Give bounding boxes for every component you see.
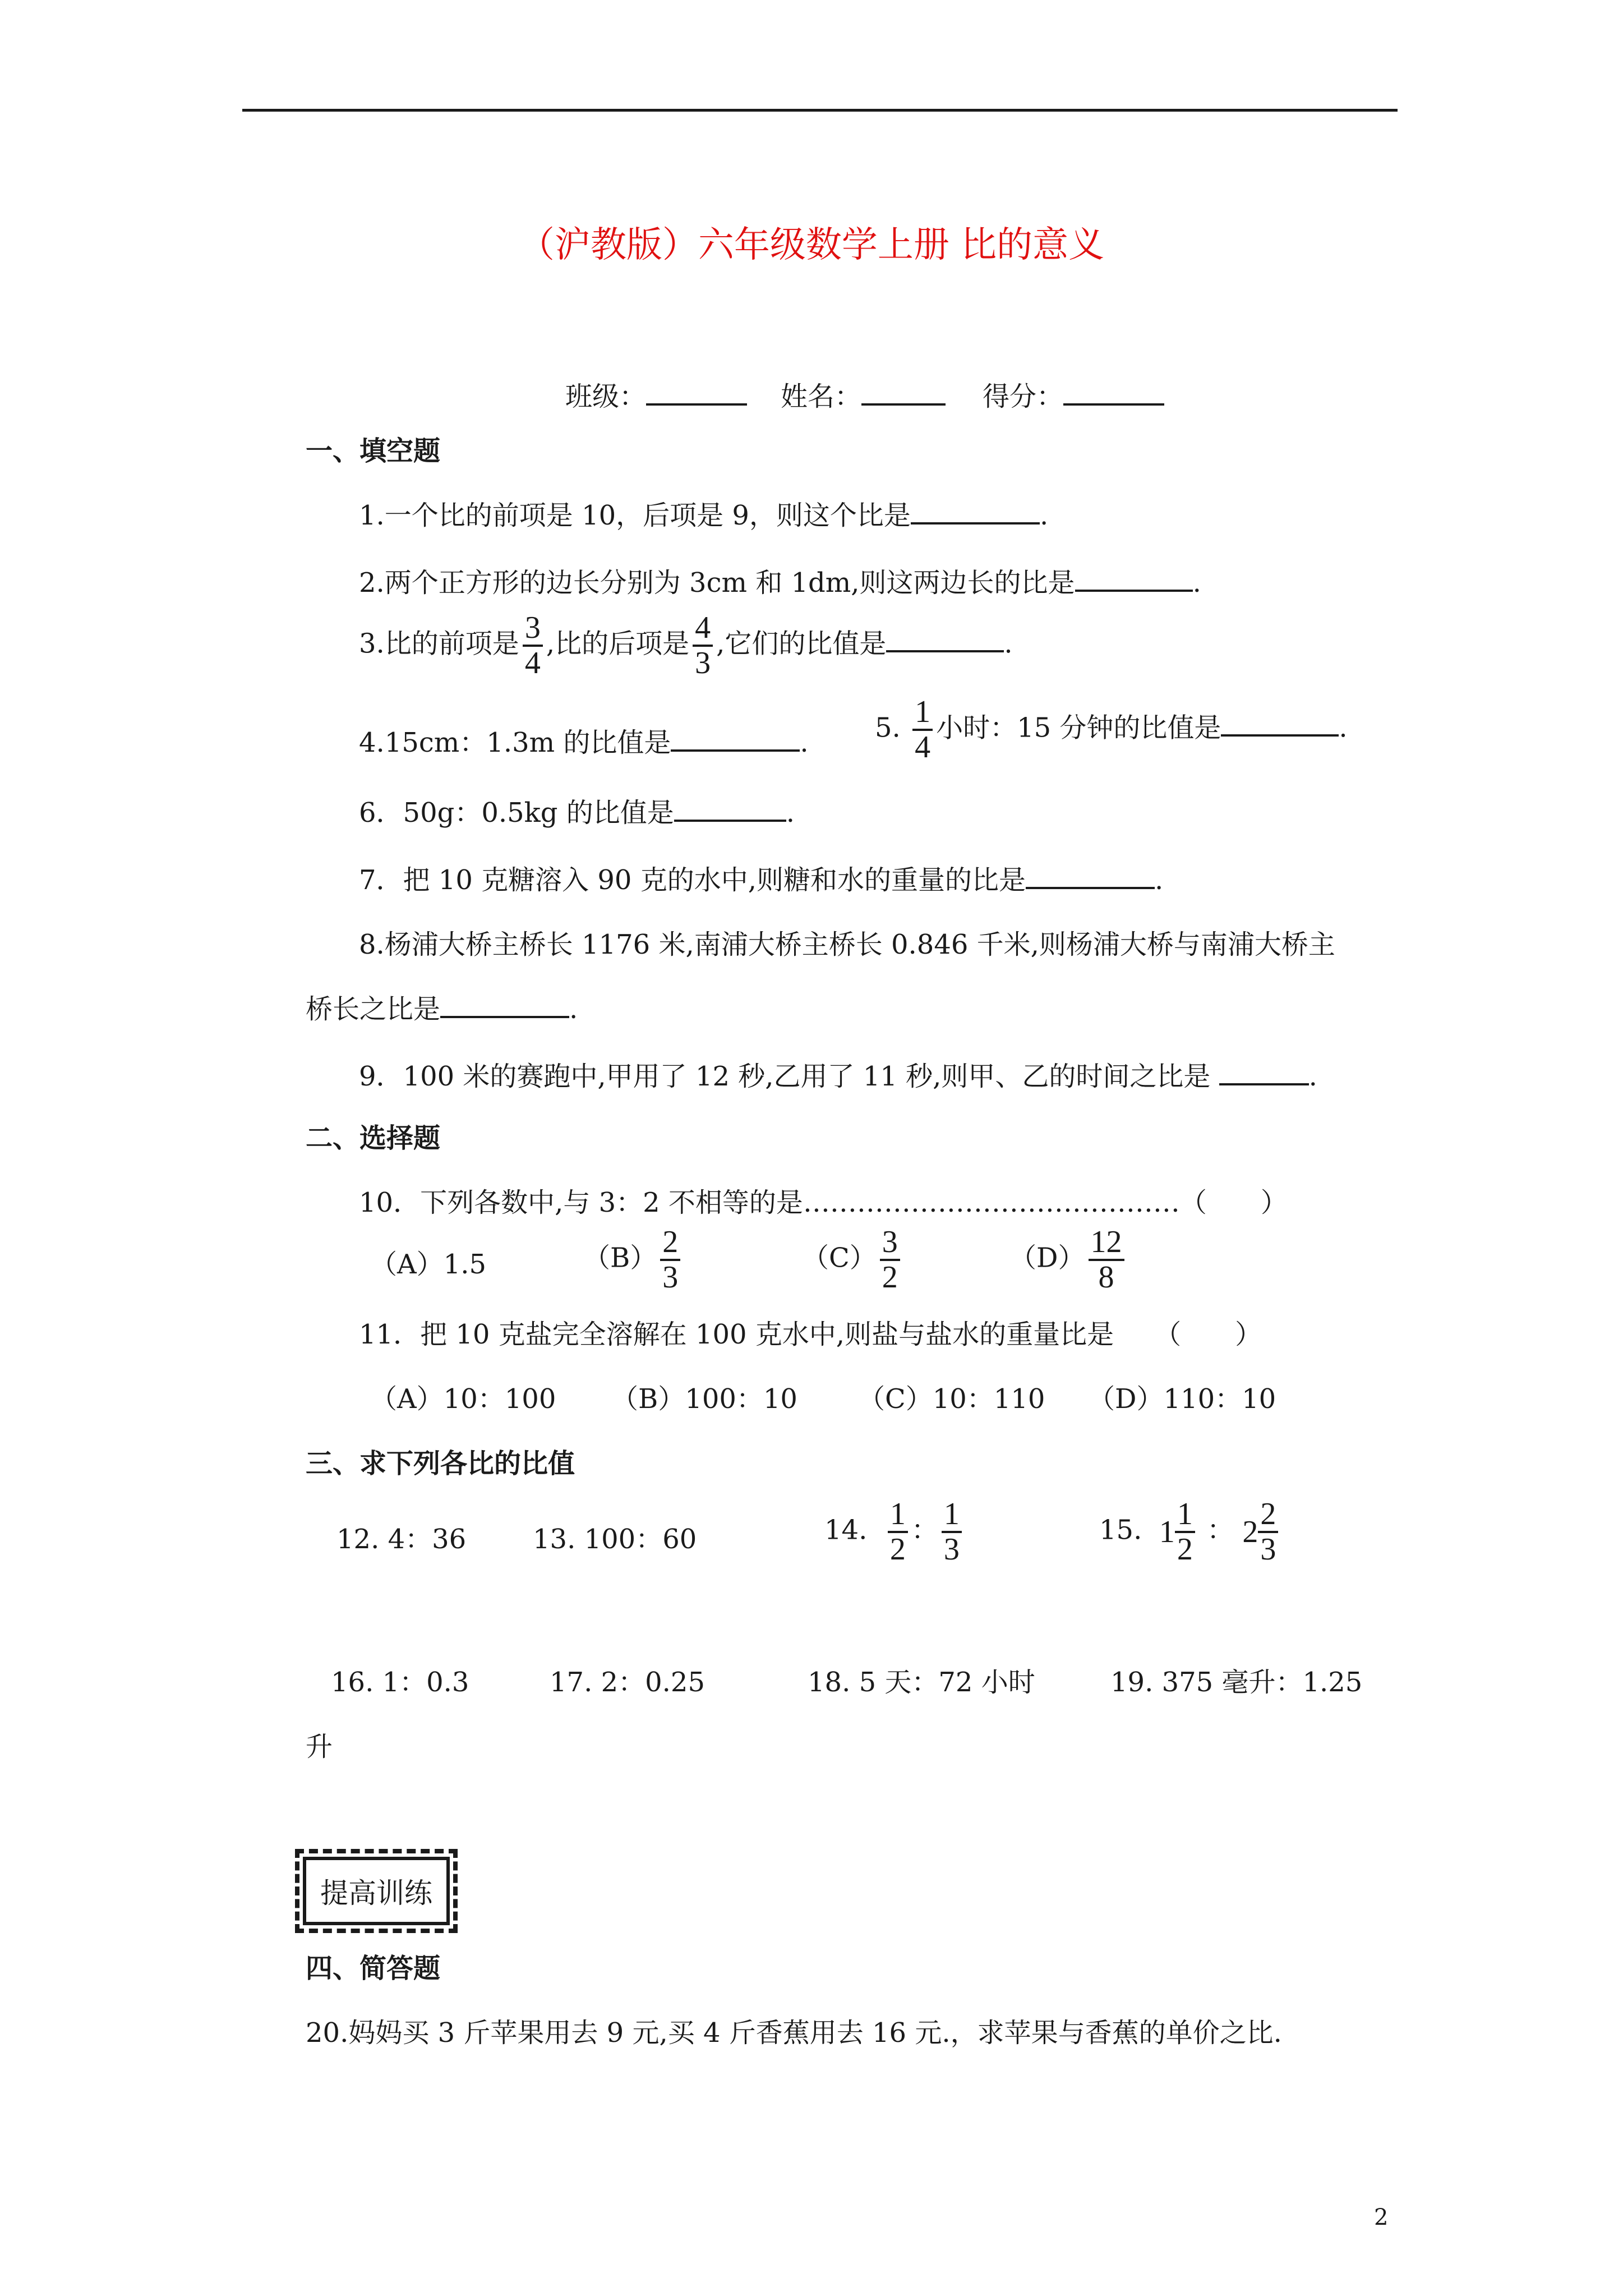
question-18: 18. 5 天：72 小时: [808, 1667, 1035, 1698]
name-blank[interactable]: [861, 379, 946, 406]
mixed-fraction-2-2-3: $\frac{2}{3}$: [1258, 1498, 1278, 1566]
question-10: 10．下列各数中,与 3：2 不相等的是……………………………………（ ）: [359, 1187, 1288, 1218]
question-3: 3.比的前项是 $\frac{3}{4}$ ,比的后项是 $\frac{4}{3}$ ,它们的比值是 .: [359, 610, 1013, 680]
question-17: 17. 2：0.25: [550, 1667, 706, 1698]
question-9: 9．100 米的赛跑中,甲用了 12 秒,乙用了 11 秒,则甲、乙的时间之比是 .: [359, 1055, 1317, 1093]
section-heading-short-answer: 四、简答题: [306, 1953, 441, 1984]
question-7: 7．把 10 克糖溶入 90 克的水中,则糖和水的重量的比是 .: [359, 858, 1163, 897]
answer-blank-8[interactable]: [440, 992, 569, 1018]
q11-option-a[interactable]: （A）10：100: [370, 1383, 556, 1415]
fraction-12-8: $\frac{12}{8}$: [1089, 1226, 1124, 1294]
question-8-line-2: 桥长之比是 .: [306, 987, 578, 1026]
question-4: 4.15cm：1.3m 的比值是 .: [359, 721, 809, 760]
answer-blank-3[interactable]: [886, 626, 1004, 652]
section-heading-ratio-values: 三、求下列各比的比值: [306, 1448, 575, 1479]
question-14: 14. $\frac{1}{2}$ ： $\frac{1}{3}$: [824, 1498, 965, 1566]
q10-option-b[interactable]: （B） $\frac{2}{3}$: [583, 1226, 684, 1294]
question-20: 20.妈妈买 3 斤苹果用去 9 元,买 4 斤香蕉用去 16 元.，求苹果与香蕉的单价之比.: [306, 2017, 1282, 2049]
question-15: 15. 1 $\frac{1}{2}$ ： 2 $\frac{2}{3}$: [1099, 1498, 1281, 1566]
name-label: 姓名：: [781, 381, 862, 412]
question-19-unit: 升: [306, 1731, 333, 1763]
name-field: [781, 375, 946, 413]
page-number: 2: [1374, 2205, 1389, 2230]
advanced-training-badge: [303, 1857, 450, 1925]
answer-blank-1[interactable]: [911, 498, 1040, 524]
score-field: [983, 375, 1164, 413]
q11-option-b[interactable]: （B）100：10: [611, 1383, 797, 1415]
section-heading-choice: 二、选择题: [306, 1122, 441, 1154]
page-title: （沪教版）六年级数学上册 比的意义: [518, 224, 1105, 266]
fraction-1-3: $\frac{1}{3}$: [942, 1498, 962, 1566]
q11-option-d[interactable]: （D）110：10: [1088, 1383, 1276, 1415]
question-5: 5. $\frac{1}{4}$ 小时：15 分钟的比值是 .: [875, 694, 1348, 765]
q10-option-a[interactable]: （A）1.5: [370, 1249, 487, 1280]
class-blank[interactable]: [646, 379, 747, 406]
question-2: 2.两个正方形的边长分别为 3cm 和 1dm,则这两边长的比是 .: [359, 561, 1201, 600]
question-16: 16. 1：0.3: [331, 1667, 469, 1698]
badge-label: 提高训练: [320, 1877, 432, 1910]
fraction-1-2: $\frac{1}{2}$: [888, 1498, 908, 1566]
fraction-2-3: $\frac{2}{3}$: [660, 1226, 680, 1294]
class-label: 班级：: [565, 381, 647, 412]
score-label: 得分：: [983, 381, 1064, 412]
fraction-4-3: $\frac{4}{3}$: [693, 611, 713, 680]
question-11: 11．把 10 克盐完全溶解在 100 克水中,则盐与盐水的重量比是 （ ）: [359, 1319, 1262, 1350]
fraction-1-4: $\frac{1}{4}$: [912, 696, 933, 764]
answer-blank-2[interactable]: [1075, 565, 1193, 592]
question-12: 12. 4：36: [336, 1524, 467, 1555]
header-rule: [242, 109, 1398, 112]
class-field: [565, 375, 747, 413]
answer-blank-5[interactable]: [1221, 710, 1339, 737]
mixed-fraction-1-1-2: $\frac{1}{2}$: [1175, 1498, 1195, 1566]
answer-blank-4[interactable]: [671, 725, 800, 752]
question-1: 1.一个比的前项是 10，后项是 9，则这个比是 .: [359, 494, 1048, 532]
fraction-3-2: $\frac{3}{2}$: [880, 1226, 900, 1294]
q11-option-c[interactable]: （C）10：110: [858, 1383, 1045, 1415]
fraction-3-4: $\frac{3}{4}$: [523, 611, 543, 680]
q10-option-d[interactable]: （D） $\frac{12}{8}$: [1009, 1226, 1128, 1294]
question-6: 6．50g：0.5kg 的比值是 .: [359, 791, 795, 830]
section-heading-fill-in: 一、填空题: [306, 435, 441, 467]
q10-option-c[interactable]: （C） $\frac{3}{2}$: [802, 1226, 903, 1294]
answer-blank-9[interactable]: [1219, 1059, 1309, 1085]
question-13: 13. 100：60: [533, 1524, 697, 1555]
question-8-line-1: 8.杨浦大桥主桥长 1176 米,南浦大桥主桥长 0.846 千米,则杨浦大桥与南浦大桥主: [359, 929, 1335, 960]
score-blank[interactable]: [1063, 379, 1164, 406]
question-19: 19. 375 毫升：1.25: [1110, 1667, 1363, 1698]
answer-blank-7[interactable]: [1026, 863, 1155, 889]
answer-blank-6[interactable]: [674, 795, 786, 822]
